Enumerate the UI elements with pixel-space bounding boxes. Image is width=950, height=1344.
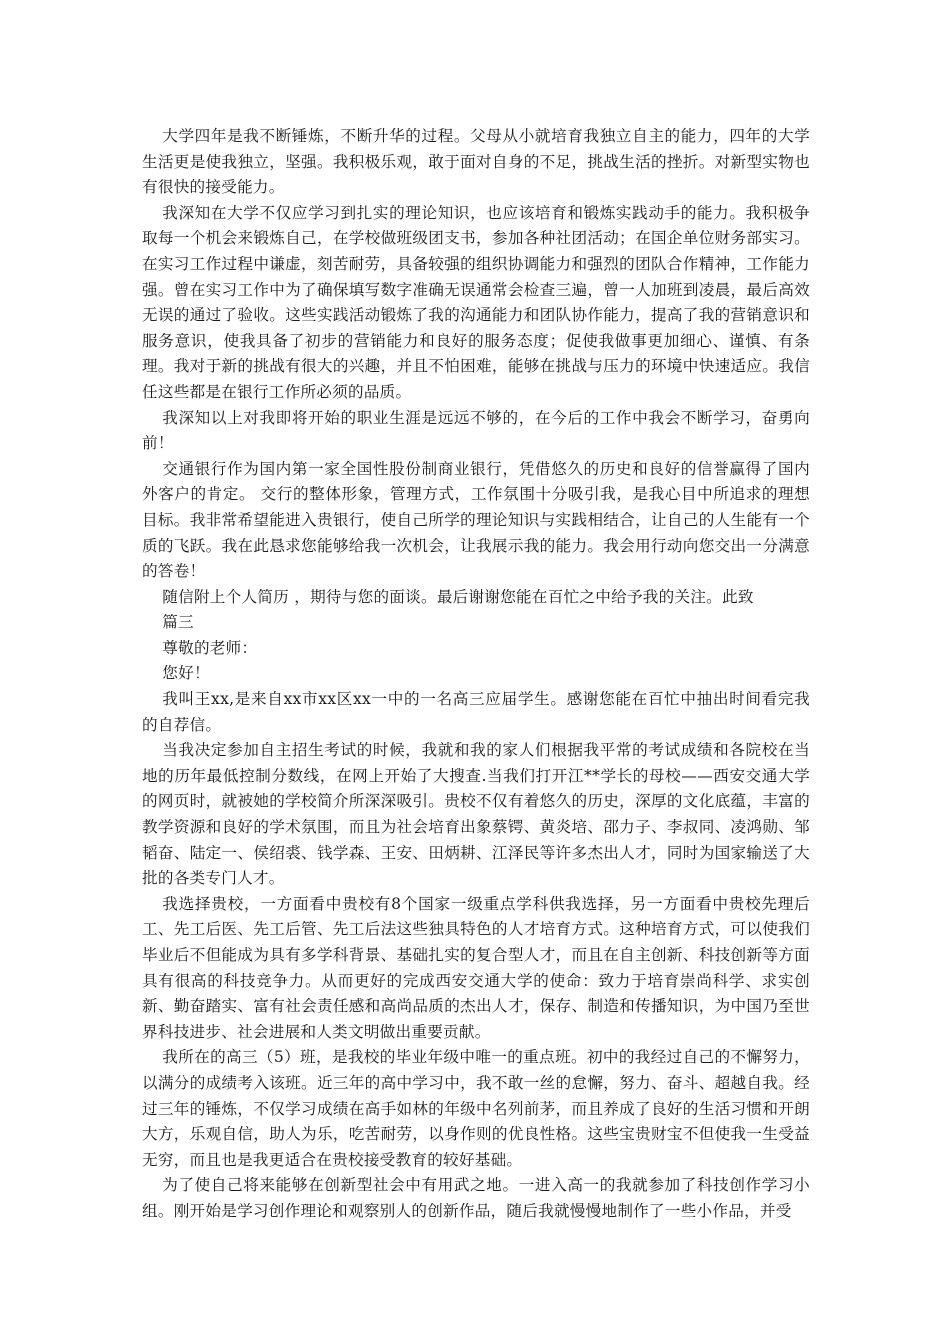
paragraph-10: 为了使自己将来能够在创新型社会中有用武之地。一进入高一的我就参加了科技创作学习小组。刚开始是学习创作理论和观察别人的创新作品，随后我就慢慢地制作了一些小作品，并受: [142, 1176, 810, 1220]
paragraph-6: 我叫王xx,是来自xx市xx区xx一中的一名高三应届学生。感谢您能在百忙中抽出时间看完我的自荐信。: [142, 690, 810, 734]
greeting: 您好！: [162, 664, 210, 683]
paragraph-9: 我所在的高三（5）班，是我校的毕业年级中唯一的重点班。初中的我经过自己的不懈努力，以满分的成绩考入该班。近三年的高中学习中，我不敢一丝的怠懈，努力、奋斗、超越自我。经过三年的锤炼，不仅学习成绩在高手如林的年级中名列前茅，而且养成了良好的生活习惯和开朗大方，乐观自信，助人为乐，吃苦耐劳，以身作则的优良性格。这些宝贵财宝不但使我一生受益无穷，而且也是我更适合在贵校接受教育的较好基础。: [142, 1048, 810, 1169]
section-heading: 篇三: [162, 613, 194, 632]
paragraph-3: 我深知以上对我即将开始的职业生涯是远远不够的，在今后的工作中我会不断学习，奋勇向前！: [142, 408, 810, 453]
paragraph-1: 大学四年是我不断锤炼，不断升华的过程。父母从小就培育我独立自主的能力，四年的大学生活更是使我独立，坚强。我积极乐观，敢于面对自身的不足，挑战生活的挫折。对新型实物也有很快的接受能力。: [142, 127, 810, 197]
paragraph-8: 我选择贵校，一方面看中贵校有8个国家一级重点学科供我选择，另一方面看中贵校先理后工、先工后医、先工后管、先工后法这些独具特色的人才培育方式。这种培育方式，可以使我们毕业后不但能成为具有多学科背景、基础扎实的复合型人才，而且在自主创新、科技创新等方面具有很高的科技竞争力。从而更好的完成西安交通大学的使命：致力于培育崇尚科学、求实创新、勤奋踏实、富有社会责任感和高尚品质的杰出人才，保存、制造和传播知识，为中国乃至世界科技进步、社会进展和人类文明做出重要贡献。: [142, 894, 810, 1041]
paragraph-7: 当我决定参加自主招生考试的时候，我就和我的家人们根据我平常的考试成绩和各院校在当地的历年最低控制分数线，在网上开始了大搜查.当我们打开江**学长的母校——西安交通大学的网页时，就被她的学校简介所深深吸引。贵校不仅有着悠久的历史，深厚的文化底蕴，丰富的教学资源和良好的学术氛围，而且为社会培育出象蔡锷、黄炎培、邵力子、李叔同、凌鸿勋、邹韬奋、陆定一、侯绍裘、钱学森、王安、田炳耕、江泽民等许多杰出人才，同时为国家输送了大批的各类专门人才。: [142, 741, 810, 888]
paragraph-5: 随信附上个人简历 ，期待与您的面谈。最后谢谢您能在百忙之中给予我的关注。此致: [162, 587, 754, 606]
paragraph-4: 交通银行作为国内第一家全国性股份制商业银行，凭借悠久的历史和良好的信誉赢得了国内外客户的肯定。 交行的整体形象，管理方式，工作氛围十分吸引我，是我心目中所追求的理想目标。我非常希望能进入贵银行，使自己所学的理论知识与实践相结合，让自己的人生能有一个质的飞跃。我在此恳求您能够给我一次机会，让我展示我的能力。我会用行动向您交出一分满意的答卷！: [142, 459, 810, 581]
salutation: 尊敬的老师：: [162, 638, 258, 657]
document-body: [142, 124, 810, 1225]
paragraph-2: 我深知在大学不仅应学习到扎实的理论知识，也应该培育和锻炼实践动手的能力。我积极争取每一个机会来锻炼自己，在学校做班级团支书，参加各种社团活动；在国企单位财务部实习。在实习工作过程中谦虚，刻苦耐劳，具备较强的组织协调能力和强烈的团队合作精神，工作能力强。曾在实习工作中为了确保填写数字准确无误通常会检查三遍，曾一人加班到凌晨，最后高效无误的通过了验收。这些实践活动锻炼了我的沟通能力和团队协作能力，提高了我的营销意识和服务意识，使我具备了初步的营销能力和良好的服务态度；促使我做事更加细心、谨慎、有条理。我对于新的挑战有很大的兴趣，并且不怕困难，能够在挑战与压力的环境中快速适应。我信任这些都是在银行工作所必须的品质。: [142, 203, 810, 401]
